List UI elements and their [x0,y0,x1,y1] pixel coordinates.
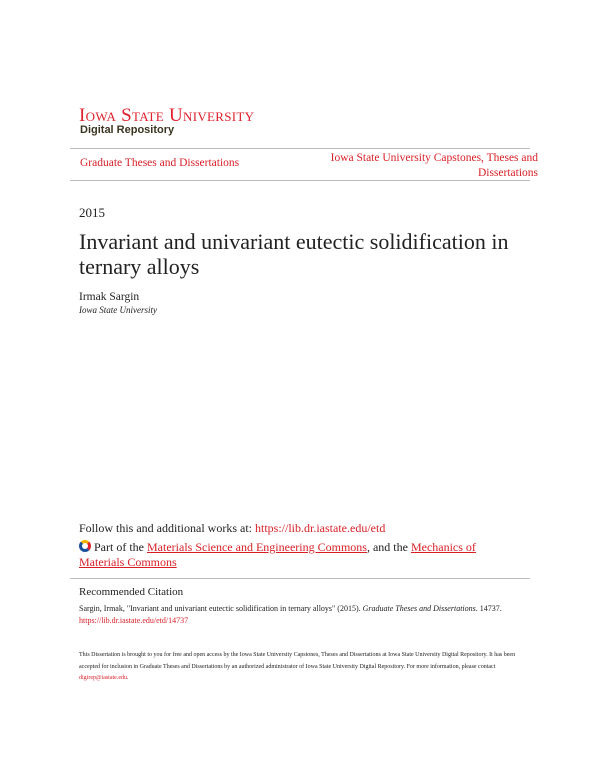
capstones-link[interactable]: Iowa State University Capstones, Theses and Dissertations [330,152,538,179]
logo-title: Iowa State University [79,105,255,126]
affiliation: Iowa State University [79,305,157,315]
year: 2015 [79,205,105,220]
notice-end: . [127,675,129,681]
follow-text: Follow this and additional works at: [79,521,255,535]
citation [79,603,529,627]
part-mid: , and the [366,540,411,554]
commons-network-icon [79,540,91,552]
access-notice [79,650,529,685]
follow-line [79,521,385,536]
etd-link[interactable]: https://lib.dr.iastate.edu/etd [255,521,386,535]
divider [70,148,530,149]
divider [70,180,530,181]
notice-text: This Dissertation is brought to you for free and open access by the Iowa State University Capstones, Theses and Dissertations at Iowa State University Digital Repository. It has been accepted for inclusion in Graduate Theses and Dissertations by an authorized administrator of Iowa State University Digital Repository. For more information, please contact [79,652,516,670]
logo-subtitle: Digital Repository [80,124,175,136]
citation-number: . 14737. [475,604,502,613]
citation-url[interactable]: https://lib.dr.iastate.edu/etd/14737 [79,616,189,625]
graduate-theses-link[interactable]: Graduate Theses and Dissertations [80,157,240,169]
citation-series: Graduate Theses and Dissertations [362,604,476,613]
email-link[interactable]: digirep@iastate.edu [79,675,128,681]
mechanics-commons-link[interactable]: Mechanics of Materials Commons [79,540,476,569]
part-of-line [79,540,509,570]
divider [70,578,530,579]
document-title: Invariant and univariant eutectic solidification in ternary alloys [79,229,509,279]
author: Irmak Sargin [79,291,140,303]
citation-text: Sargin, Irmak, "Invariant and univariant eutectic solidification in ternary alloys" (2015). [79,604,363,613]
citation-heading: Recommended Citation [79,586,184,598]
part-prefix: Part of the [94,540,147,554]
materials-science-commons-link[interactable]: Materials Science and Engineering Commons [147,540,367,554]
